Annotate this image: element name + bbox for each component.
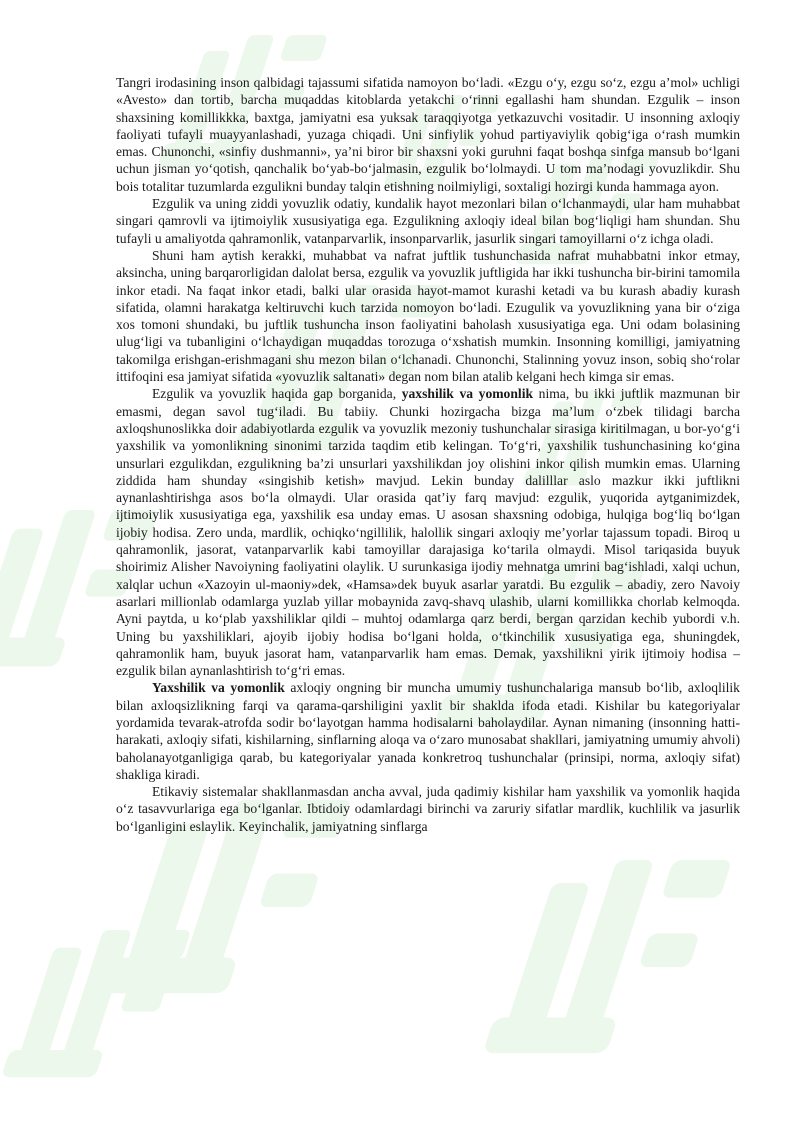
term-yaxshilik-va-yomonlik-heading: Yaxshilik va yomonlik: [152, 680, 285, 696]
paragraph-3: Shuni ham aytish kerakki, muhabbat va nafrat juftlik tushunchasida nafrat muhabbatni inkor etmay, aksincha, uning barqarorligidan dalolat bersa, ezgulik va yovuzlik juftligida har ikki tushuncha bir-birini tamomila inkor etadi. Na faqat inkor etadi, balki ular orasida hayot-mamot kurashi ketadi va bu kurash abadiy kurash sifatida, olamni harakatga keltiruvchi kuch tarzida nomoyon bo‘ladi. Ezugulik va yovuzlikning yana bir o‘ziga xos tomoni shundaki, bu juftlik tushuncha inson faoliyatini baholash xususiyatiga ega. Uni odam bolasining ulug‘ligi va tubanligini o‘lchaydigan muqaddas torozuga o‘xshatish mumkin. Insonning komilligi, jamiyatning takomilga erishgan-erishmagani shu mezon bilan o‘lchanadi. Chunonchi, Stalinning yovuz inson, sobiq sho‘rolar ittifoqini esa jamiyat sifatida «yovuzlik saltanati» degan nom bilan atalib kelgani hech kimga sir emas.: [116, 247, 740, 385]
paragraph-1: Tangri irodasining inson qalbidagi tajassumi sifatida namoyon bo‘ladi. «Ezgu o‘y, ezgu so‘z, ezgu a’mol» uchligi «Avesto» dan tortib, barcha muqaddas kitoblarda yetakchi o‘rinni egallashi ham shundan. Ezgulik – inson shaxsining komillikkka, baxtga, jamiyatni esa yuksak taraqqiyotga yetkazuvchi vositadir. U insonning axloqiy faoliyati tufayli muayyanlashadi, yuzaga chiqadi. Uni sinfiylik yohud partiyaviylik qobig‘iga o‘rash mumkin emas. Chunonchi, «sinfiy dushmanni», ya’ni biror bir shaxsni yoki guruhni faqat boshqa sinfga mansub bo‘lgani uchun jisman yo‘qotish, qanchalik bo‘yab-bo‘jalmasin, ezgulik bo‘lolmaydi. U tom ma’nodagi yovuzlikdir. Shu bois totalitar tuzumlarda ezgulikni bunday talqin etishning noilmiyligi, soxtaligi hozirgi kunda hammaga ayon.: [116, 75, 740, 194]
term-yaxshilik-va-yomonlik: yaxshilik va yomonlik: [401, 386, 534, 402]
paragraph-4: [116, 385, 740, 679]
paragraph-4-body: nima, bu ikki juftlik mazmunan bir emasmi, degan savol tug‘iladi. Bu tabiiy. Chunki hozirgacha bizga ma’lum o‘zbek tilidagi barcha axloqshunoslikka doir adabiyotlarda ezgulik va yovuzlik mezoniy tushunchalar sirasiga kiritilmagan, u bor-yo‘g‘i yaxshilik va yomonlikning sinonimi tarzida taqdim etib kelingan. To‘g‘ri, yaxshilik tushunchasining ko‘gina unsurlari ezgulikdan, ezgulikning ba’zi unsurlari yaxshilikdan joy olishini inkor qilish mumkin emas. Ularning ziddida ham shunday «singishib ketish» mavjud. Lekin bunday dalilllar aslo mazkur ikki juftlikni aynanlashtirishga asos bo‘la olmaydi. Ular orasida qat’iy farq mavjud: ezgulik, yuqorida aytganimizdek, ijtimoiylik xususiyatiga ega, yaxshilik esa unday emas. U asosan shaxsning odobiga, hulqiga bog‘liq bo‘lgan ijobiy hodisa. Zero unda, mardlik, ochiqko‘ngillilik, halollik singari axloqiy me’yorlar tajassum topadi. Biroq u qahramonlik, jasorat, vatanparvarlik kabi tamoyillar darajasiga ko‘tarila olmaydi. Misol tariqasida buyuk shoirimiz Alisher Navoiyning faoliyatini olaylik. U surunkasiga ijodiy mehnatga umrini bag‘ishladi, xalqi uchun, xalqlar uchun «Xazoyin ul-maoniy»dek, «Hamsa»dek buyuk asarlar yaratdi. Bu ezgulik – abadiy, zero Navoiy asarlari millionlab odamlarga yuzlab yillar mobaynida zavq-shavq ulashib, ularni komillikka chorlab kelmoqda. Ayni paytda, u ko‘plab yaxshiliklar qildi – muhtoj odamlarga qarz berdi, bergan qarzidan kechib yubordi v.h. Uning bu yaxshiliklari, ajoyib ijobiy hodisa bo‘lgani holda, o‘tkinchilik xususiyatiga ega, shuningdek, qahramonlik ham, buyuk jasorat ham, vatanparvarlik ham emas. Demak, yaxshilikni yirik ijtimoiy hodisa – ezgulik bilan aynanlashtirish to‘g‘ri emas.: [116, 386, 740, 679]
paragraph-4-lead: Ezgulik va yovuzlik haqida gap borganida,: [152, 386, 402, 402]
paragraph-5-body: axloqiy ongning bir muncha umumiy tushunchalariga mansub bo‘lib, axloqlilik bilan axloqsizlikning farqi va qarama-qarshiligini yaxlit bir shaklda ifoda etadi. Kishilar bu kategoriyalar yordamida tevarak-atrofda sodir bo‘layotgan hamma hodisalarni baholaydilar. Aynan nimaning (insonning hatti-harakati, axloqiy sifati, kishilarning, sinflarning aloqa va o‘zaro munosabat shakllari, jamiyatning umumiy ahvoli) baholanayotganligiga qarab, bu kategoriyalar yanada konkretroq tushunchalar (prinsipi, norma, axloqiy sifat) shakliga kiradi.: [116, 680, 740, 782]
paragraph-5: [116, 679, 740, 783]
paragraph-2: Ezgulik va uning ziddi yovuzlik odatiy, kundalik hayot mezonlari bilan o‘lchanmaydi, ular ham muhabbat singari qamrovli va ijtimoiylik xususiyatiga ega. Ezgulikning axloqiy ideal bilan bog‘liqligi ham shundan. Shu tufayli u amaliyotda qahramonlik, vatanparvarlik, insonparvarlik, jasurlik singari tamoyillarni o‘z ichga oladi.: [116, 196, 740, 246]
document-body: [116, 74, 740, 835]
paragraph-6: Etikaviy sistemalar shakllanmasdan ancha avval, juda qadimiy kishilar ham yaxshilik va yomonlik haqida o‘z tasavvurlariga ega bo‘lganlar. Ibtidoiy odamlardagi birinchi va zaruriy sifatlar mardlik, kuchlilik va jasurlik bo‘lganligini eslaylik. Keyinchalik, jamiyatning sinflarga: [116, 784, 740, 834]
